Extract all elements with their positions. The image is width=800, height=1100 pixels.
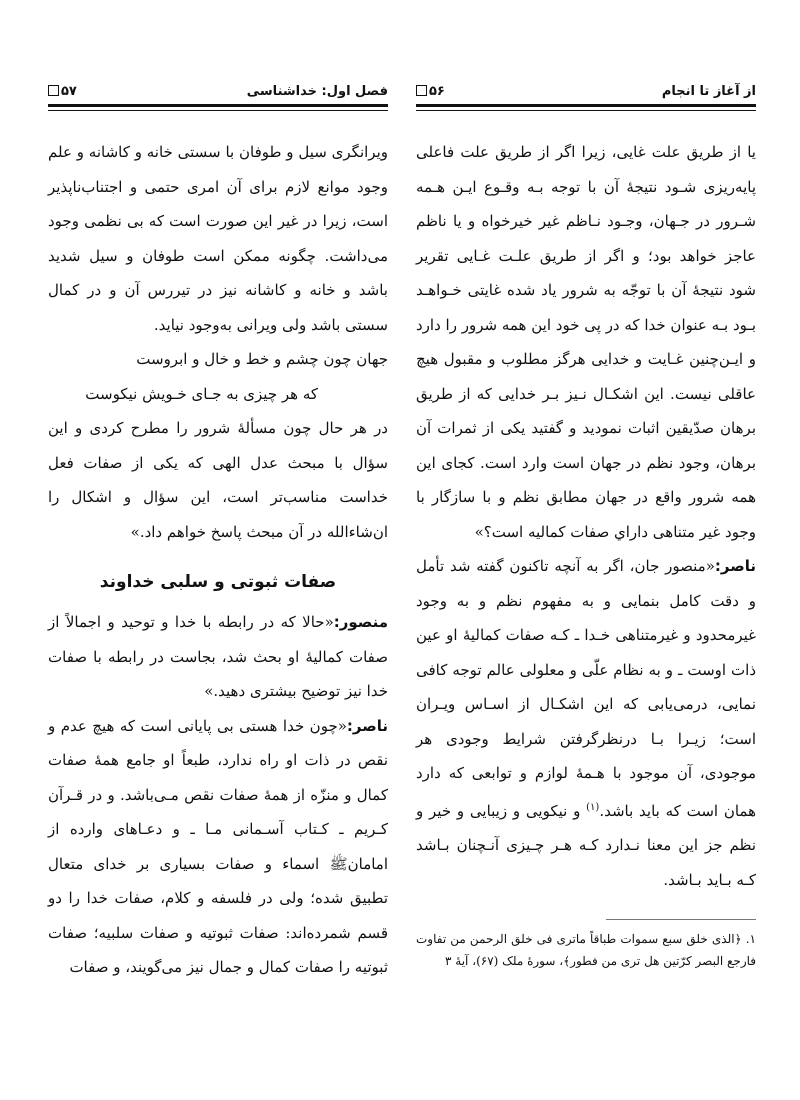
section-heading: صفات ثبوتی و سلبی خداوند	[99, 572, 337, 592]
page-header	[416, 82, 756, 104]
page-header	[48, 82, 388, 104]
paragraph: ویرانگری سیل و طوفان با سستی خانه و کاشانه و علم وجود موانع لازم برای آن امری حتمی و اجتناب‌ناپذیر است، زیرا در غیر این صورت است که بی نظمی وجود می‌داشت. چگونه ممکن است طوفان و سیل شدید باشد و خانه و کاشانه نیز در تیررس آن و در کمال سستی باشد ولی ویرانی به‌وجود نیاید.	[48, 143, 388, 334]
page-57	[48, 82, 388, 985]
paragraph: در هر حال چون مسألهٔ شرور را مطرح کردی و این سؤال با مبحث عدل الهی که یکی از صفات فعل خداست مناسب‌تر است، این سؤال و اشکال را ان‌شاءالله در آن مبحث پاسخ خواهم داد.»	[48, 419, 388, 541]
poem	[48, 342, 388, 411]
verse-line: جهان چون چشم و خط و خال و ابروست	[136, 350, 388, 368]
verse-line: که هر چیزی به جـای خـویش نیکوست	[85, 384, 318, 403]
header-rule-thick	[416, 104, 756, 107]
dialogue-paragraph: ناصر:«چون خدا هستی بی پایانی است که هیچ عدم و نقص در ذات او راه ندارد، طبعاً او جامع همهٔ صفات کمال و منزّه از همهٔ صفات نقص مـی‌باشد. و در قـرآن کـریم ـ کـتاب آسـمانی مـا ـ و دعـاهای وارده از امامانﷺ اسماء و صفات بسیاری بر خدای متعال تطبیق شده؛ ولی در فلسفه و کلام، صفات خدا را دو قسم شمرده‌اند: صفات ثبوتیه و صفات سلبیه؛ صفات ثبوتیه را صفات کمال و جمال نیز می‌گویند، و صفات	[48, 716, 388, 976]
header-rule-thin	[416, 110, 756, 111]
dialogue-paragraph: منصور:«حالا که در رابطه با خدا و توحید و اجمالاً از صفات کمالیهٔ او بحث شد، بجاست در رابطه با صفات خدا نیز توضیح بیشتری دهید.»	[48, 613, 388, 700]
header-rule-thick	[48, 104, 388, 107]
page-number: ۵۶	[416, 84, 445, 99]
footnote: ۱. ﴿الذی خلق سبع سموات طباقاً ماتری فی خلق الرحمن من تفاوت فارجع البصر کرّتین هل تری من فطور﴾، سورهٔ ملک (۶۷)، آیهٔ ۳	[416, 932, 756, 968]
speaker-name: ناصر:	[346, 716, 388, 735]
paragraph: یا از طریق علت غایی، زیرا اگر از طریق علت فاعلی پایه‌ریزی شـود نتیجهٔ آن با توجه بـه وقـوع ایـن هـمه شـرور در جـهان، وجـود نـاظم غیر خیرخواه و یا ناظم عاجز خواهد بود؛ و اگر از طریق علـت غـایی تقریر شود نتیجهٔ آن با توجّه به شرور یاد شده غایتی خـواهـد بـود بـه عنوان خدا که در پی خود این همه شرور را دارد و ایـن‌چنین غـایت و خدایی هرگز مطلوب و مقبول هیچ عاقلی نیست. این اشکـال نـیز بـر خدایی که از طریق برهان صدّیقین اثبات نمودید و گفتید یکی از ثمرات آن برهان، وجود نظم در جهان است وارد است. کجای این همه شرور واقع در جهان مطابق نظم و با سازگار با وجود غیر متناهی داراي صفات کمالیه است؟»	[416, 143, 756, 541]
footnote-marker[interactable]: (۱)	[586, 801, 600, 813]
speaker-name: ناصر:	[714, 557, 756, 575]
square-ornament-icon	[48, 85, 59, 96]
page-number: ۵۷	[48, 84, 77, 99]
running-head: از آغاز تا انجام	[661, 84, 756, 99]
footnote-separator	[606, 919, 756, 920]
page-body	[416, 135, 756, 897]
running-head: فصل اول: خداشناسی	[246, 84, 388, 99]
dialogue-paragraph: ناصر:«منصور جان، اگر به آنچه تاکنون گفته شد تأمل و دقت کامل بنمایی و به مفهوم نظم و به وجود غیرمحدود و غیرمتناهی خـدا ـ کـه صفات کمالیهٔ او عین ذات اوست ـ و به نظام علّی و معلولی عالم توجه کافی نمایی، درمی‌یابی که این اشکـال از اسـاس ویـران است؛ زیـرا بـا درنظرگرفتن شرایط وجودی هر موجودی، آن موجود با هـمهٔ لوازم و توابعی که دارد همان است که باید باشد.$^{(۱)}$ و نیکویی و زیبایی و خیر و نظم جز این معنا نـدارد کـه هـر چـیزی آنـچنان بـاشد کـه بـاید بـاشد.	[416, 557, 757, 889]
header-rule-thin	[48, 110, 388, 111]
page-56	[416, 82, 756, 972]
square-ornament-icon	[416, 85, 427, 96]
speaker-name: منصور:	[333, 613, 388, 631]
page-body	[48, 135, 388, 985]
